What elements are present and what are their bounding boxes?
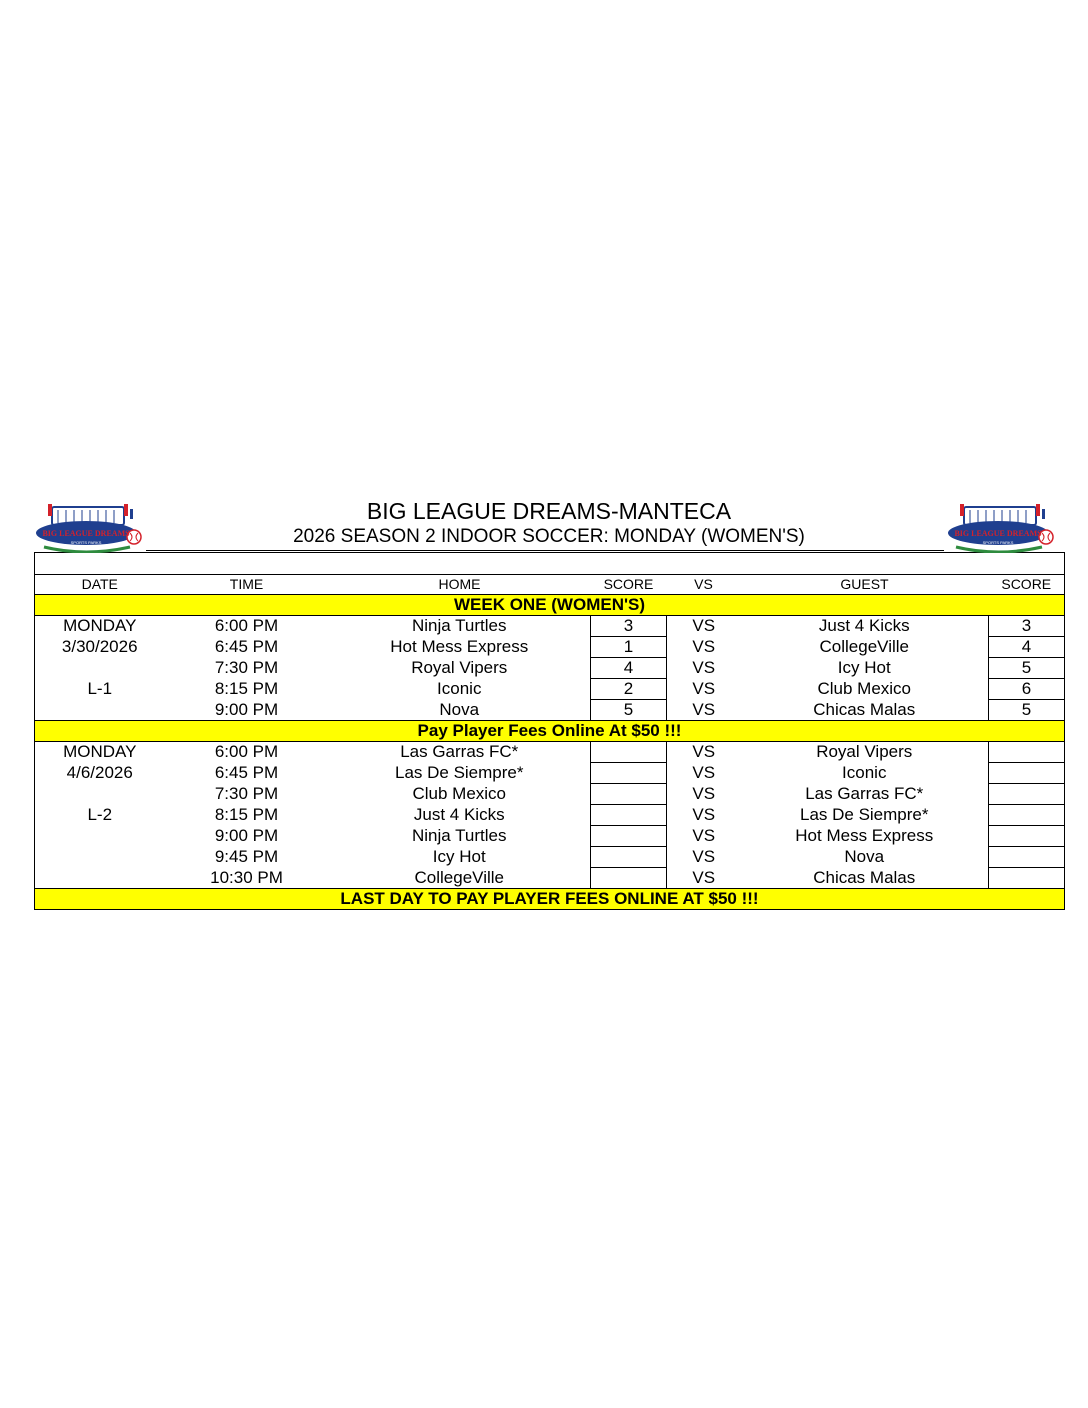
game-date: MONDAY <box>63 616 137 636</box>
game-vs: VS <box>692 742 716 762</box>
game-guest-score-box: 5 <box>989 700 1065 721</box>
game-date: 3/30/2026 <box>61 637 138 656</box>
column-header-row <box>35 575 1065 595</box>
page-subtitle: 2026 SEASON 2 INDOOR SOCCER: MONDAY (WOMEN'S) <box>293 526 805 547</box>
game-home-score-box: 2 <box>591 679 667 700</box>
game-time: 6:00 PM <box>214 616 279 636</box>
game-vs: VS <box>692 826 716 845</box>
schedule-table <box>34 552 1065 910</box>
game-home-score-box <box>591 847 667 868</box>
logo-subtext: SPORTS PARKS <box>982 540 1014 545</box>
game-guest: Las Garras FC* <box>805 784 924 803</box>
game-vs: VS <box>692 805 716 824</box>
game-date: 4/6/2026 <box>66 763 133 782</box>
game-home: Las De Siempre* <box>394 763 524 782</box>
game-guest-score-box <box>989 868 1065 889</box>
game-vs: VS <box>692 699 716 719</box>
game-home: Iconic <box>437 679 482 698</box>
game-home-score-box: 5 <box>591 700 667 721</box>
game-row <box>35 763 1065 784</box>
logo-subtext: SPORTS PARKS <box>70 540 102 545</box>
game-home-score-box: 1 <box>591 637 667 658</box>
game-vs: VS <box>692 784 716 803</box>
game-date <box>35 658 165 679</box>
game-guest: Hot Mess Express <box>795 826 934 845</box>
game-guest-score-box: 3 <box>989 616 1065 637</box>
game-date: L-1 <box>87 679 113 698</box>
game-home-score-box: 3 <box>591 616 667 637</box>
game-guest-score-box <box>989 742 1065 763</box>
game-row <box>35 700 1065 721</box>
game-home-score-box <box>591 784 667 805</box>
game-vs: VS <box>692 616 716 636</box>
game-guest: Icy Hot <box>837 658 891 677</box>
game-row <box>35 658 1065 679</box>
col-guest-header: GUEST <box>840 576 889 592</box>
game-home-score-box: 4 <box>591 658 667 679</box>
game-time: 8:15 PM <box>214 805 279 824</box>
game-date <box>35 847 165 868</box>
game-vs: VS <box>692 763 716 782</box>
game-guest-score-box <box>989 805 1065 826</box>
game-date <box>35 826 165 847</box>
game-row <box>35 805 1065 826</box>
game-guest: Chicas Malas <box>813 867 916 887</box>
game-home-score-box <box>591 826 667 847</box>
game-home-score-box <box>591 805 667 826</box>
game-guest: Royal Vipers <box>816 742 913 762</box>
logo-text: BIG LEAGUE DREAMS <box>42 529 130 538</box>
game-time: 6:45 PM <box>214 637 279 656</box>
game-home: Las Garras FC* <box>400 742 519 762</box>
game-date <box>35 700 165 721</box>
game-guest: Club Mexico <box>817 679 912 698</box>
game-vs: VS <box>692 658 716 677</box>
game-home: Just 4 Kicks <box>413 805 505 824</box>
game-time: 7:30 PM <box>214 658 279 677</box>
game-row <box>35 637 1065 658</box>
game-time: 10:30 PM <box>210 867 283 887</box>
title-underline <box>146 550 944 551</box>
logo-text: BIG LEAGUE DREAMS <box>954 529 1042 538</box>
footer-banner: LAST DAY TO PAY PLAYER FEES ONLINE AT $50 !!! <box>35 889 1065 910</box>
game-vs: VS <box>692 847 716 866</box>
week-banner: Pay Player Fees Online At $50 !!! <box>35 721 1065 742</box>
game-row <box>35 847 1065 868</box>
big-league-dreams-logo <box>946 501 1054 553</box>
game-time: 9:45 PM <box>214 847 279 866</box>
col-vs-header: VS <box>694 576 713 592</box>
col-date-header: DATE <box>81 576 118 592</box>
game-guest: Iconic <box>842 763 887 782</box>
game-time: 6:45 PM <box>214 763 279 782</box>
game-home: Icy Hot <box>432 847 486 866</box>
game-guest-score-box <box>989 847 1065 868</box>
game-row <box>35 826 1065 847</box>
game-row <box>35 679 1065 700</box>
game-date: L-2 <box>87 805 113 824</box>
game-time: 8:15 PM <box>214 679 279 698</box>
game-home: Club Mexico <box>412 784 507 803</box>
game-vs: VS <box>692 679 716 698</box>
game-guest-score-box <box>989 784 1065 805</box>
schedule-sheet <box>34 496 1064 910</box>
game-time: 9:00 PM <box>214 699 279 719</box>
game-guest-score-box: 6 <box>989 679 1065 700</box>
game-time: 6:00 PM <box>214 742 279 762</box>
game-guest-score-box: 5 <box>989 658 1065 679</box>
week-banner: WEEK ONE (WOMEN'S) <box>35 595 1065 616</box>
game-guest: CollegeVille <box>819 637 909 656</box>
game-guest-score-box <box>989 826 1065 847</box>
game-guest: Chicas Malas <box>813 699 916 719</box>
game-date <box>35 868 165 889</box>
game-date <box>35 784 165 805</box>
game-home: Ninja Turtles <box>412 616 507 636</box>
game-guest: Just 4 Kicks <box>818 616 910 636</box>
col-home-score-header: SCORE <box>603 576 654 592</box>
col-guest-score-header: SCORE <box>1001 576 1052 592</box>
game-home: Hot Mess Express <box>390 637 529 656</box>
game-row <box>35 784 1065 805</box>
game-row <box>35 868 1065 889</box>
game-home-score-box <box>591 742 667 763</box>
game-guest-score-box <box>989 763 1065 784</box>
sheet-header <box>34 496 1064 552</box>
game-guest-score-box: 4 <box>989 637 1065 658</box>
game-time: 9:00 PM <box>214 826 279 845</box>
game-guest: Las De Siempre* <box>799 805 929 824</box>
game-row <box>35 742 1065 763</box>
game-home: Ninja Turtles <box>412 826 507 845</box>
game-home: CollegeVille <box>414 867 504 887</box>
game-row <box>35 616 1065 637</box>
game-time: 7:30 PM <box>214 784 279 803</box>
game-home-score-box <box>591 868 667 889</box>
game-date: MONDAY <box>63 742 137 762</box>
spacer-row <box>35 553 1065 575</box>
game-home: Royal Vipers <box>411 658 508 677</box>
week-banner-row <box>35 721 1065 742</box>
week-banner-row <box>35 595 1065 616</box>
game-guest: Nova <box>844 847 885 866</box>
game-home-score-box <box>591 763 667 784</box>
col-time-header: TIME <box>229 576 264 592</box>
col-home-header: HOME <box>438 576 481 592</box>
game-home: Nova <box>439 699 480 719</box>
footer-banner-row <box>35 889 1065 910</box>
page-title: BIG LEAGUE DREAMS-MANTECA <box>366 498 732 524</box>
game-vs: VS <box>692 867 716 887</box>
game-vs: VS <box>692 637 716 656</box>
